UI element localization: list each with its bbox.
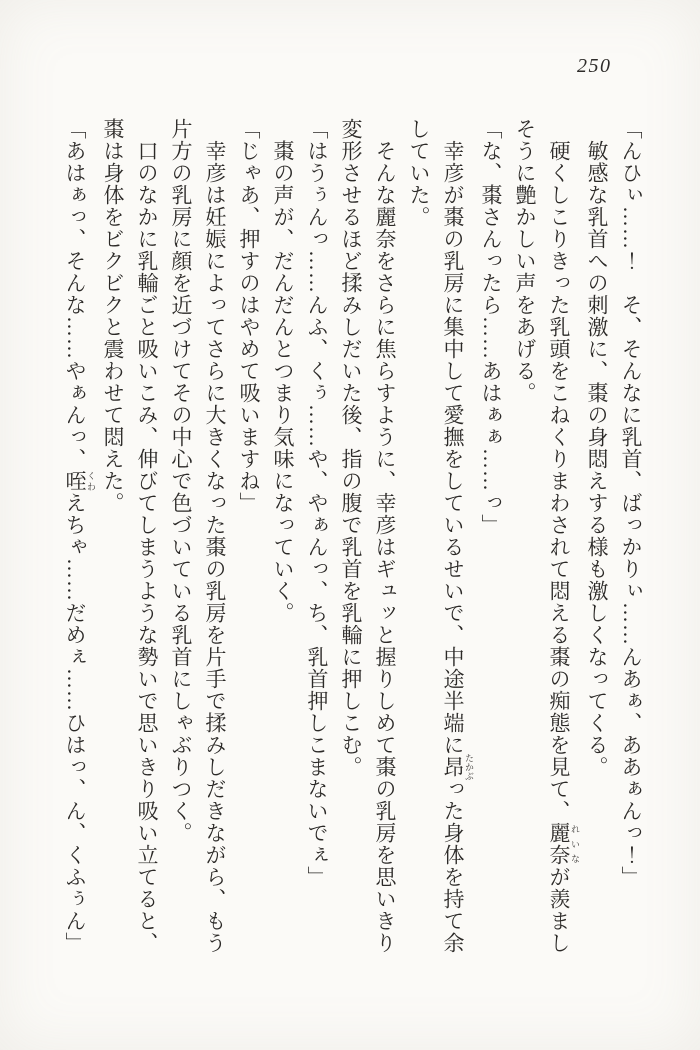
text-line xyxy=(402,118,436,963)
text-segment: 片方の乳房に顔を近づけてその中心で色づいている乳首にしゃぶりつく。 xyxy=(169,118,193,844)
ruby-annotated-word: 麗奈 れいな xyxy=(547,822,580,866)
text-line xyxy=(474,118,508,963)
text-segment: 棗は身体をビクビクと震わせて悶えた。 xyxy=(101,118,125,514)
text-segment: 硬くしこりきった乳頭をこねくりまわされて悶える棗の痴態を見て、 xyxy=(547,140,571,822)
text-line xyxy=(436,118,474,963)
text-segment: していた。 xyxy=(407,118,431,228)
text-line xyxy=(580,118,614,963)
text-line xyxy=(542,118,580,963)
text-segment: 敏感な乳首への刺激に、棗の身悶えする様も激しくなってくる。 xyxy=(585,140,609,778)
text-line xyxy=(164,118,198,963)
text-line xyxy=(96,118,130,963)
text-line xyxy=(334,118,368,963)
text-line xyxy=(130,118,164,963)
text-segment: 「んひぃ……！ そ、そんなに乳首、ばっかりぃ……んあぁ、ああぁんっ！」 xyxy=(619,118,643,888)
text-segment: 口のなかに乳輪ごと吸いこみ、伸びてしまうような勢いで思いきり吸い立てると、 xyxy=(135,140,159,954)
text-line xyxy=(614,118,648,963)
text-segment: が羨まし xyxy=(547,866,571,954)
text-segment: った身体を持て余 xyxy=(441,778,465,954)
text-line xyxy=(368,118,402,963)
text-line xyxy=(300,118,334,963)
text-segment: そんな麗奈をさらに焦らすように、幸彦はギュッと握りしめて棗の乳房を思いきり xyxy=(373,140,397,954)
ruby-annotated-word: 昂 たかぶ xyxy=(441,753,474,781)
text-line xyxy=(232,118,266,963)
text-line xyxy=(198,118,232,963)
text-segment: 棗の声が、だんだんとつまり気味になっていく。 xyxy=(271,140,295,624)
text-segment: 「はうぅんっ……んふ、くぅ……や、やぁんっ、ち、乳首押しこまないでぇ」 xyxy=(305,118,329,888)
text-line xyxy=(58,118,96,963)
text-line xyxy=(266,118,300,963)
page-number: 250 xyxy=(577,55,612,77)
text-segment: そうに艶かしい声をあげる。 xyxy=(513,118,537,404)
text-segment: 「な、棗さんったら……あはぁぁ……っ」 xyxy=(479,118,503,536)
text-line xyxy=(508,118,542,963)
text-segment: 変形させるほど揉みしだいた後、指の腹で乳首を乳輪に押しこむ。 xyxy=(339,118,363,778)
text-segment: 「あはぁっ、そんな……やぁんっ、 xyxy=(63,118,87,470)
text-segment: 幸彦は妊娠によってさらに大きくなった棗の乳房を片手で揉みしだきながら、もう xyxy=(203,140,227,954)
text-segment: 幸彦が棗の乳房に集中して愛撫をしているせいで、中途半端に xyxy=(441,140,465,756)
text-segment: えちゃ……だめぇ……ひはっ、ん、くふぅん」 xyxy=(63,492,87,954)
ruby-annotated-word: 咥 くわ xyxy=(63,470,96,492)
vertical-text-block xyxy=(58,118,648,963)
text-segment: 「じゃあ、押すのはやめて吸いますね」 xyxy=(237,118,261,514)
